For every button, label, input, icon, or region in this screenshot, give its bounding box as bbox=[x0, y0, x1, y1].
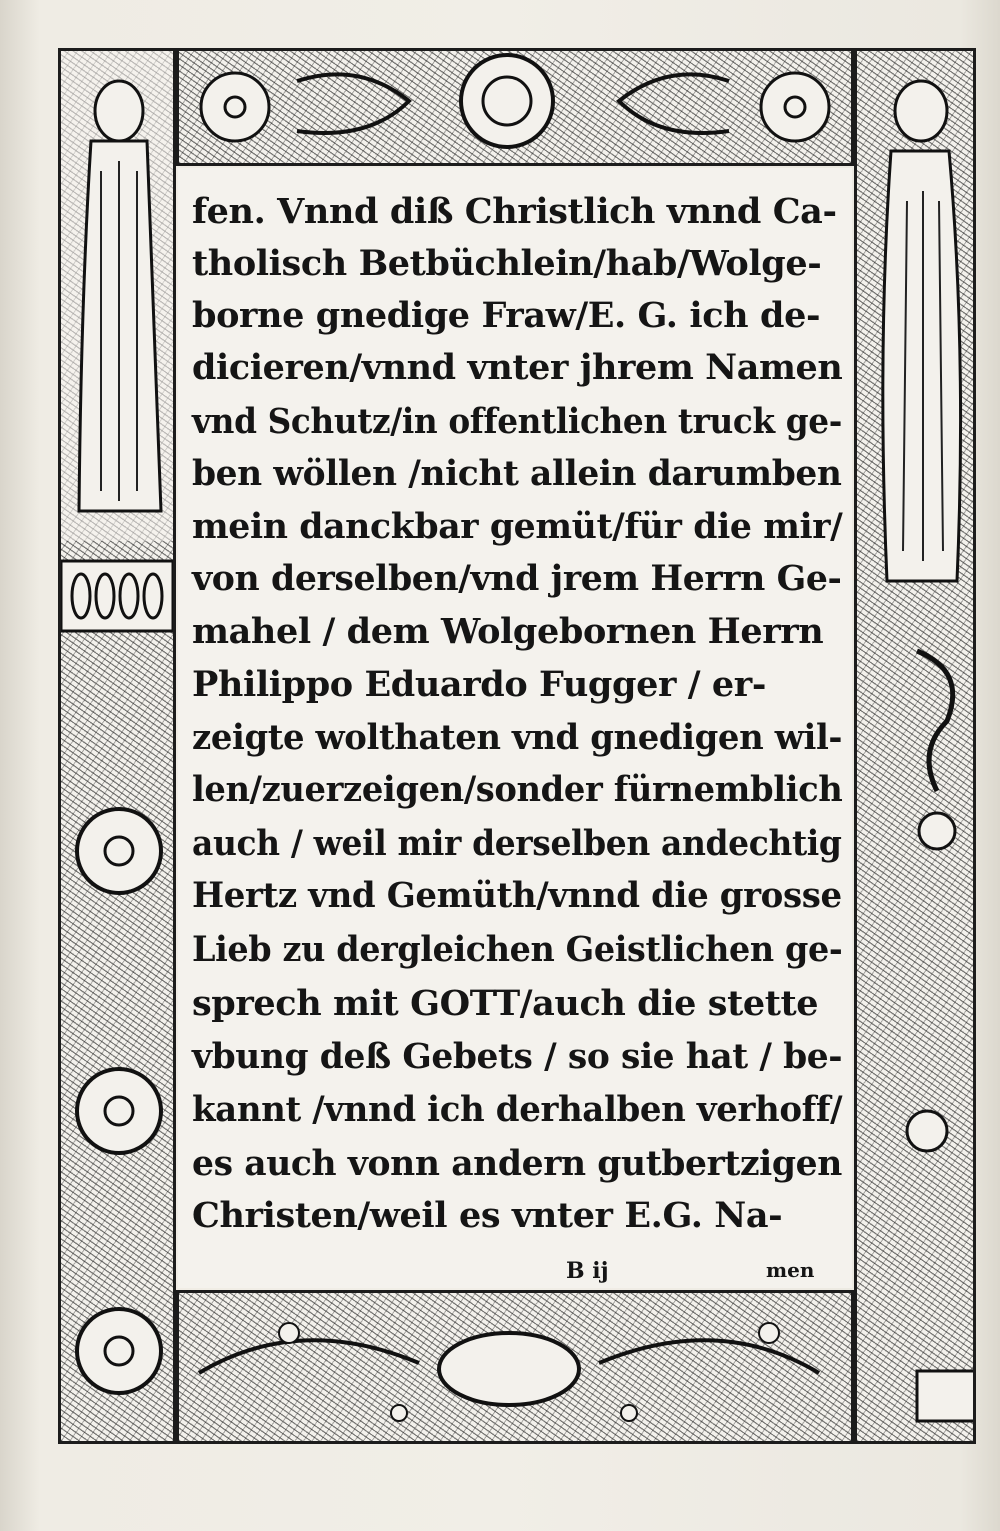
text-line-9: mahel / dem Wolgebornen Herrn bbox=[192, 611, 824, 652]
signature-mark: B ij bbox=[566, 1258, 609, 1284]
top-woodcut-border bbox=[176, 48, 854, 166]
text-line-13: auch / weil mir derselben andechtig bbox=[192, 823, 842, 864]
bottom-woodcut-border bbox=[176, 1290, 854, 1444]
right-border-illustration bbox=[857, 51, 976, 1444]
left-woodcut-border-figure bbox=[58, 48, 176, 1444]
text-line-2: tholisch Betbüchlein/hab/Wolge- bbox=[192, 243, 822, 284]
text-line-3: borne gnedige Fraw/E. G. ich de- bbox=[192, 295, 821, 336]
text-line-19: es auch vonn andern gutbertzigen bbox=[192, 1143, 842, 1184]
right-woodcut-border-figure bbox=[854, 48, 976, 1444]
bottom-border-ornament bbox=[179, 1293, 854, 1444]
text-line-17: vbung deß Gebets / so sie hat / be- bbox=[192, 1036, 843, 1077]
text-line-16: sprech mit GOTT/auch die stette bbox=[192, 983, 819, 1024]
text-line-8: von derselben/vnd jrem Herrn Ge- bbox=[192, 558, 842, 599]
text-line-18: kannt /vnnd ich derhalben verhoff/ bbox=[192, 1089, 843, 1130]
text-line-6: ben wöllen /nicht allein darumben bbox=[192, 453, 842, 494]
text-line-1: fen. Vnnd diß Christlich vnnd Ca- bbox=[192, 191, 837, 232]
text-line-20: Christen/weil es vnter E.G. Na- bbox=[192, 1195, 783, 1236]
left-border-illustration bbox=[61, 51, 176, 1444]
text-line-15: Lieb zu dergleichen Geistlichen ge- bbox=[192, 929, 843, 970]
text-line-10: Philippo Eduardo Fugger / er- bbox=[192, 664, 766, 705]
text-line-14: Hertz vnd Gemüth/vnnd die grosse bbox=[192, 875, 842, 916]
top-border-ornament bbox=[179, 51, 854, 166]
text-line-4: dicieren/vnnd vnter jhrem Namen bbox=[192, 347, 843, 388]
catchword: men bbox=[766, 1258, 815, 1282]
text-line-12: len/zuerzeigen/sonder fürnemblich bbox=[192, 769, 843, 810]
text-line-7: mein danckbar gemüt/für die mir/ bbox=[192, 506, 843, 547]
text-line-11: zeigte wolthaten vnd gnedigen wil- bbox=[192, 717, 843, 758]
text-line-5: vnd Schutz/in offentlichen truck ge- bbox=[192, 401, 842, 442]
